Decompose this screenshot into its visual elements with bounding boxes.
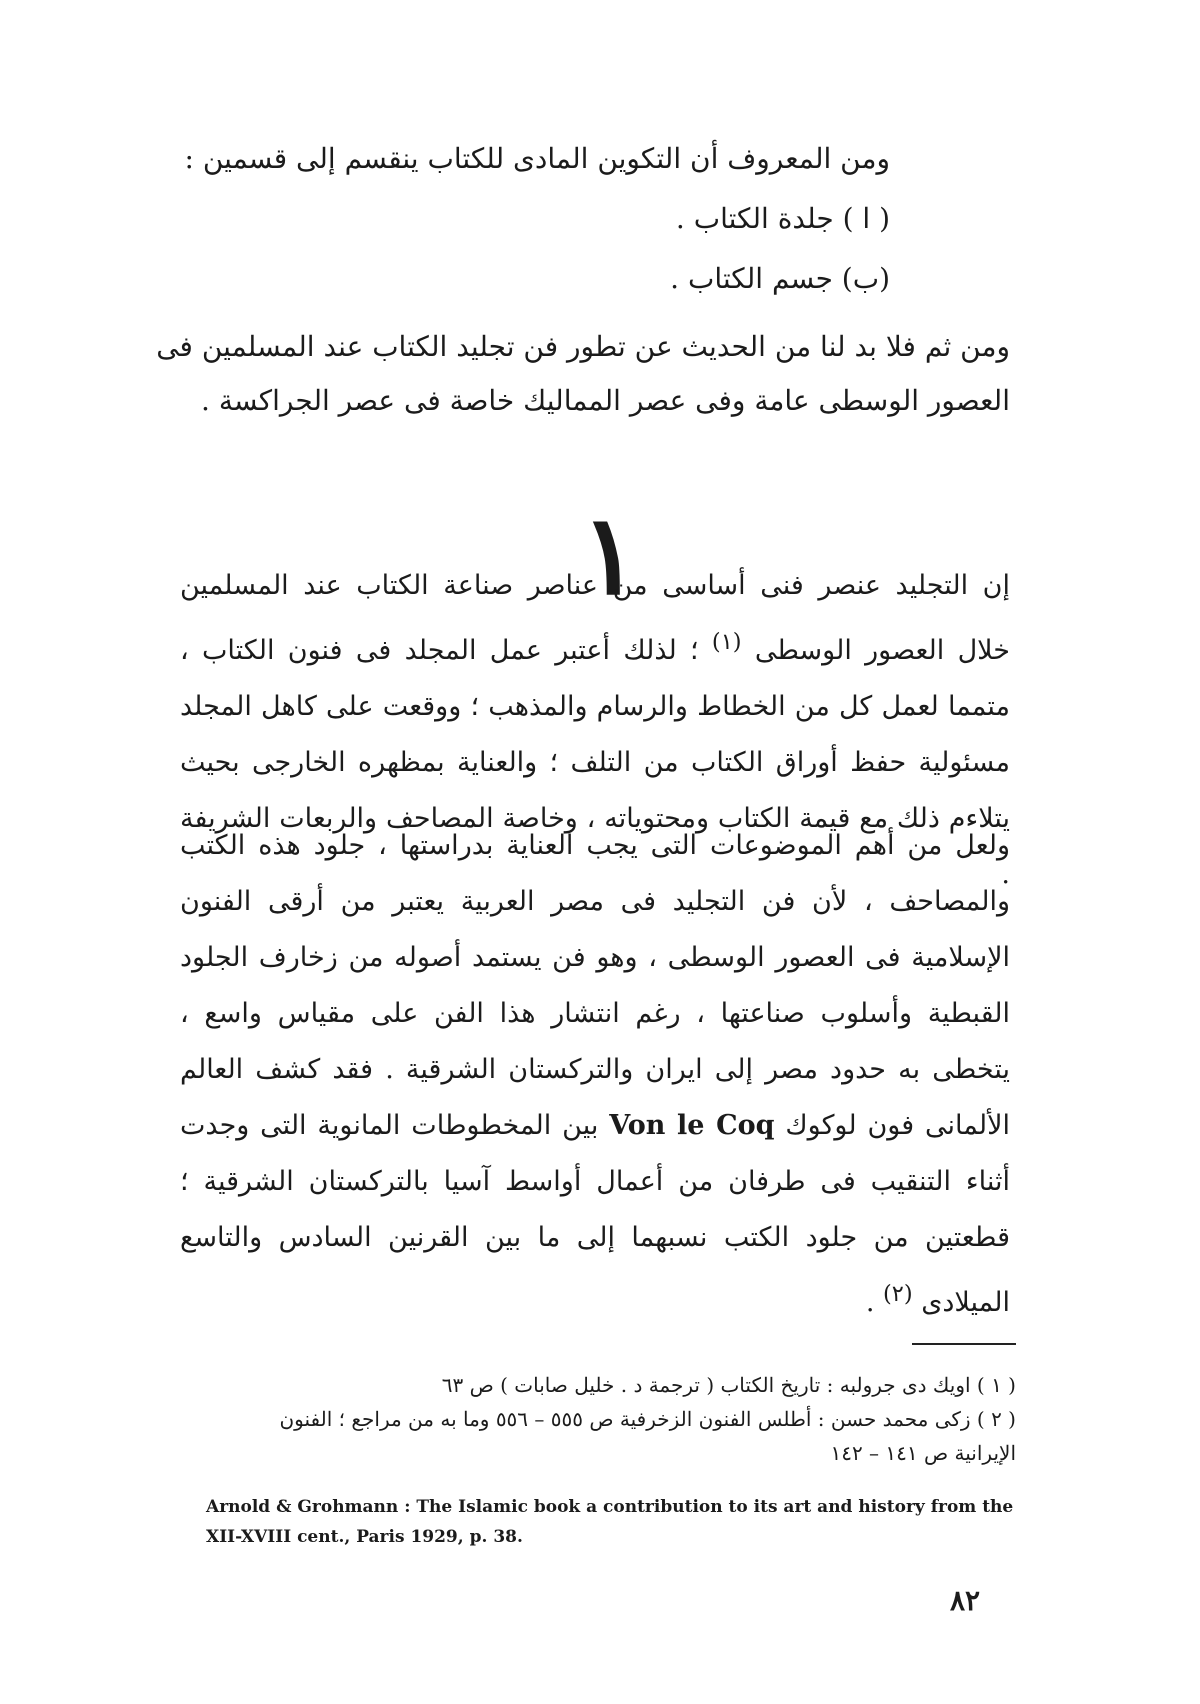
footnotes <box>178 1368 1016 1470</box>
list-item-a: ( ا ) جلدة الكتاب . <box>675 202 890 235</box>
paragraph-text: ولعل من أهم الموضوعات التى يجب العناية بدراستها ، جلود هذه الكتب والمصاحف ، لأن فن التجليد فى مصر العربية يعتبر من أرقى الفنون الإسلامية فى العصور الوسطى ، وهو فن يستمد أصوله من زخارف الجلود القبطية وأسلوب صناعتها ، رغم انتشار هذا الفن على مقياس واسع ، يتخطى به حدود مصر إلى ايران والتركستان الشرقية . فقد كشف العالم الألمانى فون لوكوك <box>180 830 1010 1141</box>
paragraph-2 <box>180 818 1010 1331</box>
bibliography-line: XII-XVIII cent., Paris 1929, p. 38. <box>206 1527 523 1547</box>
footnote-ref: (٢) <box>883 1281 913 1307</box>
footnote-1: ( ١ ) اويك دى جرولبه : تاريخ الكتاب ( ترجمة د . خليل صابات ) ص ٦٣ <box>441 1373 1016 1397</box>
list-item-b: (ب) جسم الكتاب . <box>670 262 890 295</box>
paragraph-text: بين المخطوطات المانوية التى وجدت أثناء التنقيب فى طرفان من أعمال أواسط آسيا بالتركستان الشرقية ؛ قطعتين من جلود الكتب نسبهما إلى ما بين القرنين السادس والتاسع الميلادى <box>180 1110 1010 1318</box>
bibliography-reference <box>206 1492 1026 1552</box>
intro-line: العصور الوسطى عامة وفى عصر المماليك خاصة فى عصر الجراكسة . <box>201 384 1010 417</box>
page-number: ٨٢ <box>950 1584 981 1617</box>
section-numeral: ١ <box>580 490 640 619</box>
paragraph-text: إن التجليد عنصر فنى أساسى من عناصر صناعة الكتاب عند المسلمين خلال العصور الوسطى <box>180 570 1010 666</box>
footnote-2: ( ٢ ) زكى محمد حسن : أطلس الفنون الزخرفية ص ٥٥٥ – ٥٥٦ وما به من مراجع ؛ الفنون <box>279 1407 1016 1431</box>
paragraph-text: ؛ لذلك أعتبر عمل المجلد فى فنون الكتاب ، متمما لعمل كل من الخطاط والرسام والمذهب ؛ ووقعت على كاهل المجلد مسئولية حفظ أوراق الكتاب من التلف ؛ والعناية بمظهره الخارجى بحيث يتلاءم ذلك مع قيمة الكتاب ومحتوياته ، وخاصة المصاحف والربعات الشريفة . <box>180 635 1010 890</box>
latin-name: Von le Coq <box>609 1110 775 1141</box>
bibliography-line: Arnold & Grohmann : The Islamic book a contribution to its art and history from the <box>206 1497 1014 1517</box>
intro-line: ومن ثم فلا بد لنا من الحديث عن تطور فن تجليد الكتاب عند المسلمين فى <box>156 330 1010 363</box>
intro-line: ومن المعروف أن التكوين المادى للكتاب ينقسم إلى قسمين : <box>184 142 890 175</box>
footnote-2-continued: الإيرانية ص ١٤١ – ١٤٢ <box>830 1441 1016 1465</box>
paragraph-text: . <box>865 1287 883 1318</box>
footnote-divider <box>912 1343 1016 1345</box>
footnote-ref: (١) <box>711 629 742 655</box>
